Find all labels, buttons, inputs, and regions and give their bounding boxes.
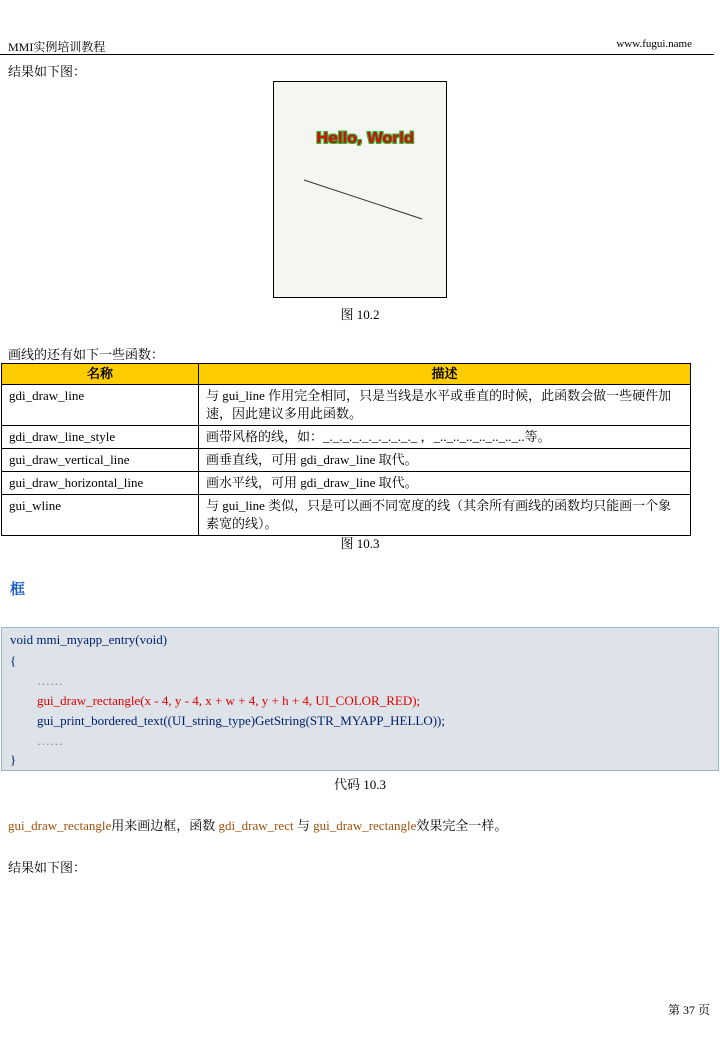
page-number: 第 37 页 — [667, 1003, 710, 1017]
row-name: gdi_draw_line — [2, 385, 199, 426]
table-row — [2, 495, 691, 536]
intro-text: 结果如下图： — [8, 64, 87, 79]
row-desc: 画水平线，可用 gdi_draw_line 取代。 — [199, 472, 691, 495]
explain-func-3: gui_draw_rectangle — [313, 818, 417, 833]
column-header-desc: 描述 — [199, 364, 691, 385]
table-row — [2, 426, 691, 449]
code-line-6: …… — [37, 733, 63, 748]
explain-text-1: 用来画边框，函数 — [111, 818, 216, 833]
code-line-3: …… — [37, 673, 63, 688]
header-title: MMI实例培训教程 — [8, 40, 106, 54]
hello-world-text: Hello, World — [316, 129, 414, 147]
row-desc: 画垂直线，可用 gdi_draw_line 取代。 — [199, 449, 691, 472]
header-divider — [0, 54, 714, 55]
code-caption-10-3: 代码 10.3 — [333, 777, 386, 792]
row-desc: 画带风格的线，如：_._._._._._._._._._ ，_.._.._.._.._.._.._..等。 — [199, 426, 691, 449]
code-line-1: void mmi_myapp_entry(void) — [10, 632, 168, 647]
explain-text-2: 与 — [296, 818, 310, 833]
table-caption-10-3: 图 10.3 — [340, 536, 380, 551]
result-text: 结果如下图： — [8, 860, 87, 875]
drawn-line — [274, 82, 446, 297]
row-name: gdi_draw_line_style — [2, 426, 199, 449]
code-block — [1, 627, 719, 771]
code-line-5: gui_print_bordered_text((UI_string_type)GetString(STR_MYAPP_HELLO)); — [37, 713, 446, 728]
figure-hello-world — [273, 81, 447, 298]
explain-text-3: 效果完全一样。 — [416, 818, 508, 833]
table-row — [2, 385, 691, 426]
table-row — [2, 472, 691, 495]
table-intro: 画线的还有如下一些函数： — [8, 347, 165, 362]
row-name: gui_draw_horizontal_line — [2, 472, 199, 495]
column-header-name: 名称 — [2, 364, 199, 385]
explain-func-2: gdi_draw_rect — [218, 818, 294, 833]
table-header-row — [2, 364, 691, 385]
figure-caption-10-2: 图 10.2 — [340, 307, 380, 322]
code-line-4: gui_draw_rectangle(x - 4, y - 4, x + w + 4, y + h + 4, UI_COLOR_RED); — [37, 693, 421, 708]
section-title: 框 — [10, 582, 26, 598]
row-desc: 与 gui_line 类似，只是可以画不同宽度的线（其余所有画线的函数均只能画一个象素宽的线）。 — [199, 495, 691, 536]
code-line-7: } — [10, 752, 17, 767]
table-row — [2, 449, 691, 472]
row-name: gui_draw_vertical_line — [2, 449, 199, 472]
explain-func-1: gui_draw_rectangle — [8, 818, 112, 833]
row-name: gui_wline — [2, 495, 199, 536]
code-line-2: { — [10, 653, 17, 668]
header-url: www.fugui.name — [616, 38, 692, 50]
explain-paragraph — [8, 815, 507, 834]
row-desc: 与 gui_line 作用完全相同，只是当线是水平或垂直的时候，此函数会做一些硬件加速，因此建议多用此函数。 — [199, 385, 691, 426]
function-table — [1, 363, 691, 536]
